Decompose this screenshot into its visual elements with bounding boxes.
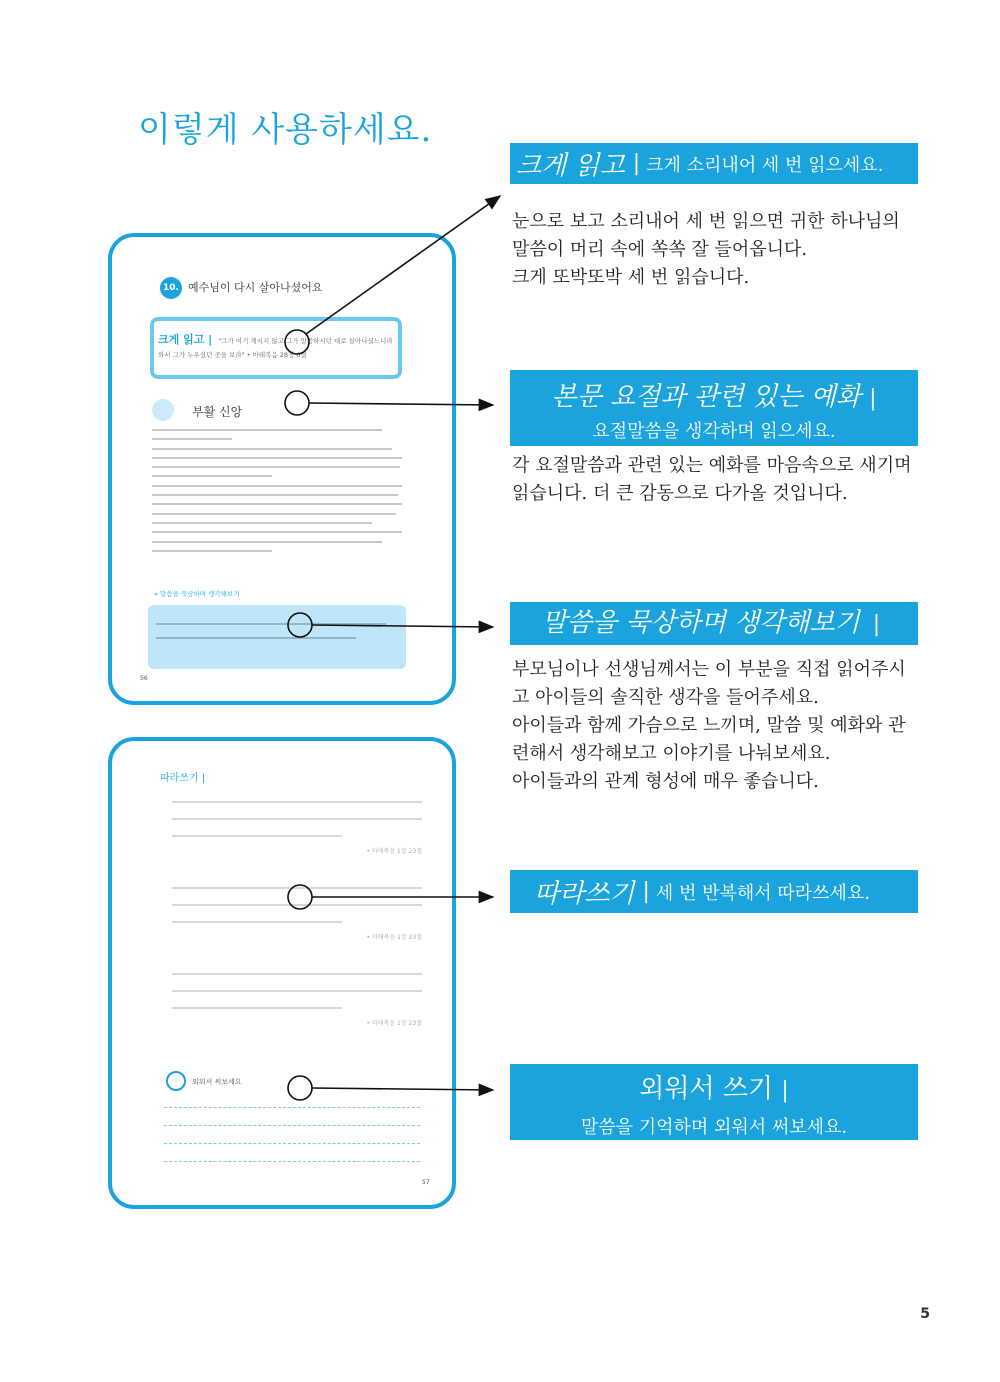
callout-desc-meditate <box>512 656 906 796</box>
callout-story <box>510 370 918 446</box>
desc-line: 련해서 생각해보고 이야기를 나눠보세요. <box>512 743 831 764</box>
desc-line: 고 아이들의 솔직한 생각을 들어주세요. <box>512 687 819 708</box>
callout-memorize <box>510 1064 918 1140</box>
marker-circle <box>288 613 312 637</box>
trace-label: 따라쓰기 | <box>160 773 206 784</box>
story-title: 부활 신앙 <box>192 405 243 419</box>
separator: | <box>632 151 641 176</box>
arrow-memorize <box>312 1088 493 1090</box>
mini-page-number: 56 <box>140 675 148 682</box>
callout-title-text: 외워서 쓰기 <box>639 1074 774 1104</box>
marker-circle <box>285 330 309 354</box>
think-label: » 말씀을 묵상하며 생각해보기 <box>154 590 240 598</box>
lesson-number-chip: 10. <box>160 277 182 299</box>
desc-line: 아이들과 함께 가슴으로 느끼며, 말씀 및 예화와 관 <box>512 715 906 736</box>
marker-circle <box>288 885 312 909</box>
marker-circle <box>288 1076 312 1100</box>
desc-line: 크게 또박또박 세 번 읽습니다. <box>512 267 750 288</box>
callout-title-text: 본문 요절과 관련 있는 예화 <box>551 382 861 412</box>
desc-line: 아이들과의 관계 형성에 매우 좋습니다. <box>512 771 819 792</box>
verse-ref: • 마태복음 1장 23절 <box>366 848 422 855</box>
desc-line: 부모님이나 선생님께서는 이 부분을 직접 읽어주시 <box>512 659 906 680</box>
lesson-heading: 예수님이 다시 살아나셨어요 <box>188 281 323 294</box>
marker-circle <box>285 391 309 415</box>
callout-read-aloud <box>510 143 918 184</box>
mini-page-number: 57 <box>422 1179 430 1186</box>
verse-ref: • 마태복음 1장 23절 <box>366 934 422 941</box>
desc-line: 눈으로 보고 소리내어 세 번 읽으면 귀한 하나님의 <box>512 211 900 232</box>
memo-label: 외워서 써보세요 <box>192 1078 242 1086</box>
arrow-think <box>312 625 493 627</box>
desc-line: 말씀이 머리 속에 쏙쏙 잘 들어옵니다. <box>512 239 808 260</box>
callout-subtitle: 요절말씀을 생각하며 읽으세요. <box>592 421 836 442</box>
callout-subtitle: 크게 소리내어 세 번 읽으세요. <box>646 154 884 176</box>
read-aloud-title: 크게 읽고 | <box>158 333 213 346</box>
callout-desc-read-aloud <box>512 208 900 292</box>
desc-line: 읽습니다. 더 큰 감동으로 다가올 것입니다. <box>512 483 848 504</box>
page-title: 이렇게 사용하세요. <box>138 110 433 150</box>
callout-subtitle: 세 번 반복해서 따라쓰세요. <box>655 882 871 904</box>
callout-title: 말씀을 묵상하며 생각해보기 <box>541 608 860 638</box>
callout-meditate <box>510 602 918 645</box>
callout-trace <box>510 870 918 913</box>
read-aloud-verse: "그가 여기 계시지 않고 그가 말씀하시던 대로 살아나셨느니라 와서 그가 누우셨던 곳을 보라" • 마태복음 28장 6절 <box>158 337 393 359</box>
callout-subtitle: 말씀을 기억하며 외워서 써보세요. <box>580 1117 848 1138</box>
verse-ref: • 마태복음 1장 23절 <box>366 1020 422 1027</box>
page-number: 5 <box>920 1306 930 1322</box>
arrow-story <box>309 403 493 405</box>
desc-line: 각 요절말씀과 관련 있는 예화를 마음속으로 새기며 <box>512 455 912 476</box>
callout-title: 본문 요절과 관련 있는 예화 | <box>551 382 877 412</box>
callout-desc-story <box>512 452 911 508</box>
arrow-read <box>306 196 500 334</box>
separator: | <box>642 879 650 904</box>
separator: | <box>872 612 881 637</box>
callout-title: 외워서 쓰기 | <box>639 1074 789 1104</box>
callout-title: 따라쓰기 <box>534 879 635 909</box>
callout-title: 크게 읽고 <box>516 151 625 181</box>
